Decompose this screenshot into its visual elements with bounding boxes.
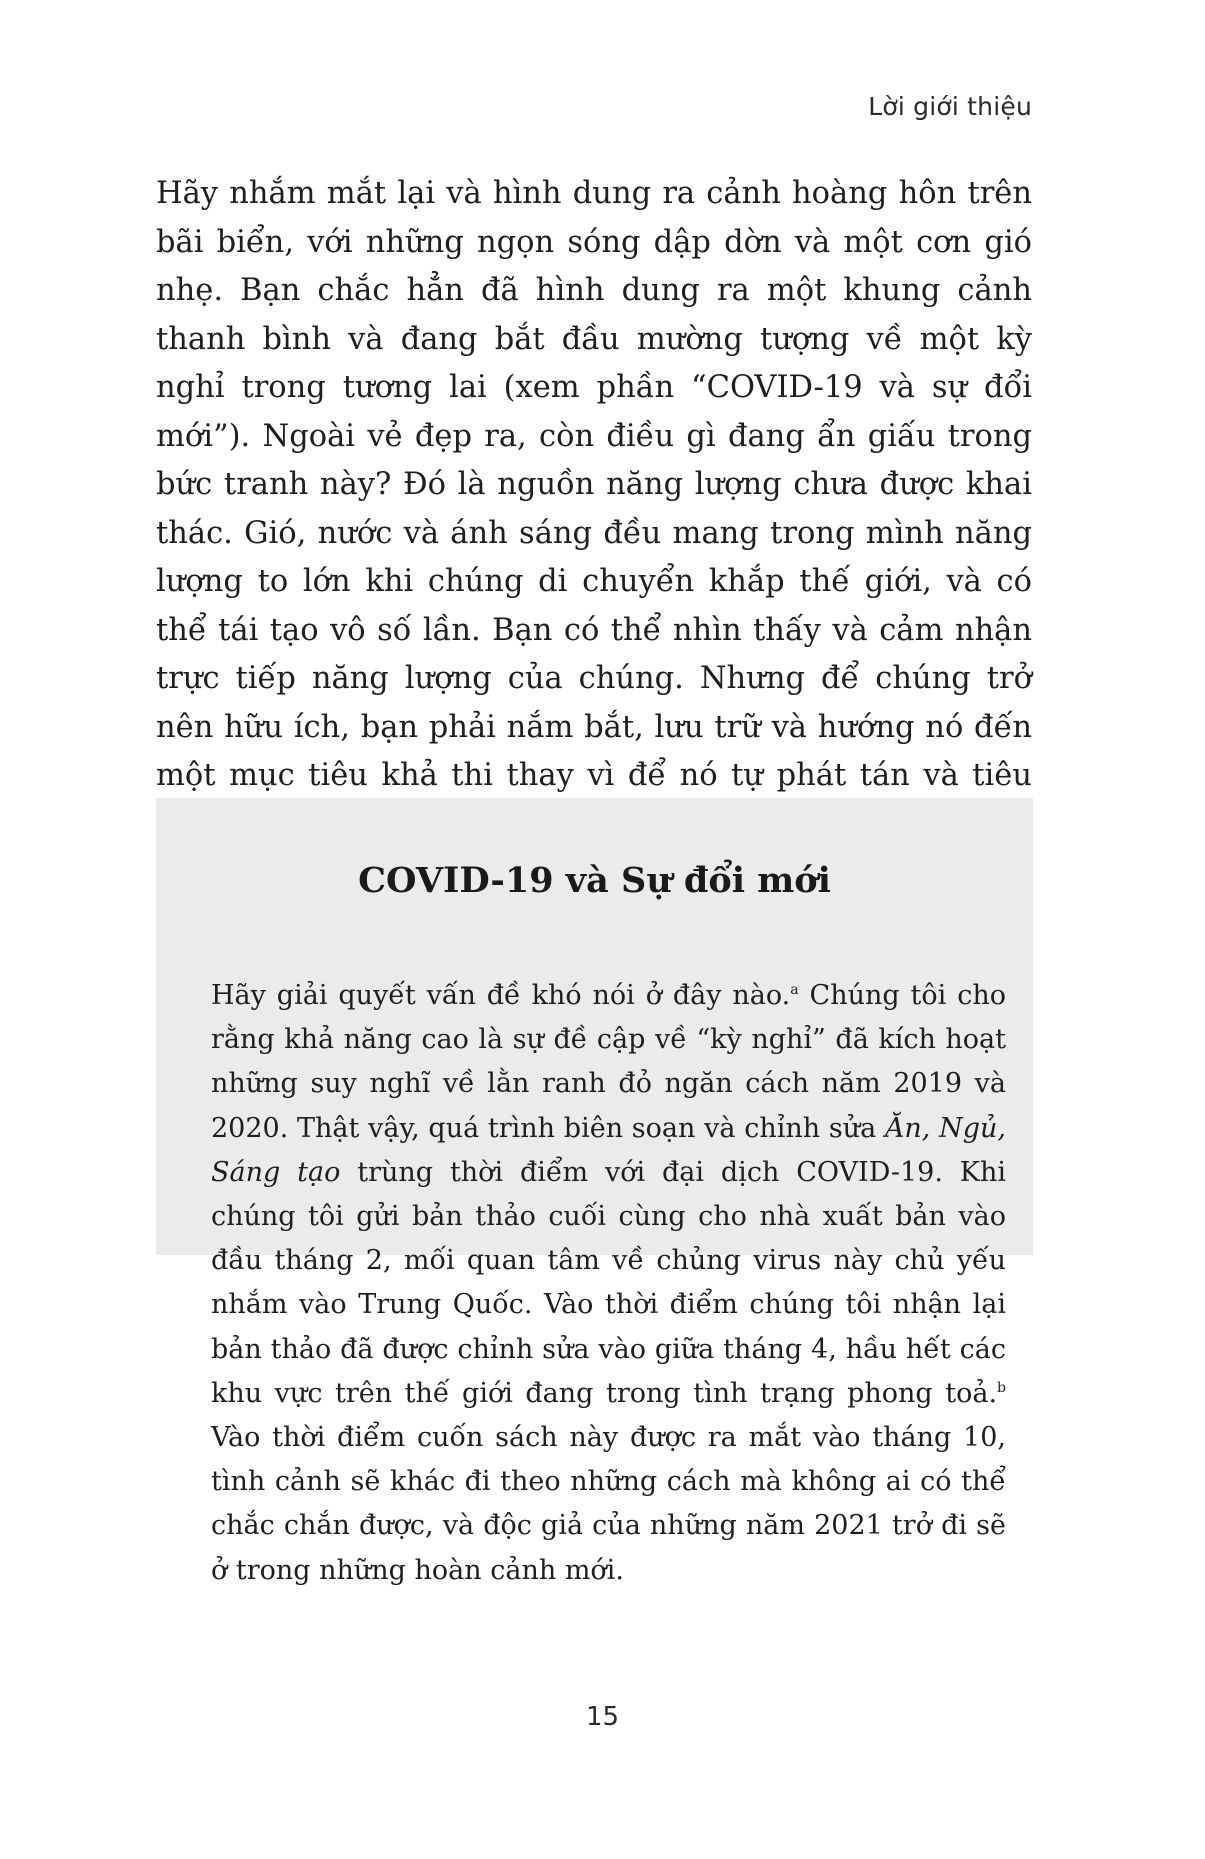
box-title: COVID-19 và Sự đổi mới (358, 860, 831, 901)
box-paragraph (211, 974, 1006, 1593)
footnote-a: a (790, 982, 799, 998)
box-text-part-1: Hãy giải quyết vấn đề khó nói ở đây nào. (211, 980, 791, 1011)
page-number: 15 (585, 1702, 620, 1732)
box-text-part-2: Chúng tôi cho rằng khả năng cao là sự đề cập về “kỳ nghỉ” đã kích hoạt những suy nghĩ về lằn ranh đỏ ngăn cách năm 2019 và 2020. Thật vậy, quá trình biên soạn và chỉnh sửa (211, 980, 1006, 1144)
box-text-part-3: trùng thời điểm với đại dịch COVID-19. Khi chúng tôi gửi bản thảo cuối cùng cho nhà xuất bản vào đầu tháng 2, mối quan tâm về chủng virus này chủ yếu nhắm vào Trung Quốc. Vào thời điểm chúng tôi nhận lại bản thảo đã được chỉnh sửa vào giữa tháng 4, hầu hết các khu vực trên thế giới đang trong tình trạng phong toả. (211, 1156, 1006, 1409)
intro-paragraph: Hãy nhắm mắt lại và hình dung ra cảnh hoàng hôn trên bãi biển, với những ngọn sóng dập dờn và một cơn gió nhẹ. Bạn chắc hẳn đã hình dung ra một khung cảnh thanh bình và đang bắt đầu mường tượng về một kỳ nghỉ trong tương lai (xem phần “COVID-19 và sự đổi mới”). Ngoài vẻ đẹp ra, còn điều gì đang ẩn giấu trong bức tranh này? Đó là nguồn năng lượng chưa được khai thác. Gió, nước và ánh sáng đều mang trong mình năng lượng to lớn khi chúng di chuyển khắp thế giới, và có thể tái tạo vô số lần. Bạn có thể nhìn thấy và cảm nhận trực tiếp năng lượng của chúng. Nhưng để chúng trở nên hữu ích, bạn phải nắm bắt, lưu trữ và hướng nó đến một mục tiêu khả thi thay vì để nó tự phát tán và tiêu (156, 176, 1032, 793)
sidebar-box (156, 798, 1033, 1586)
box-text-part-4: Vào thời điểm cuốn sách này được ra mắt vào tháng 10, tình cảnh sẽ khác đi theo những cách mà không ai có thể chắc chắn được, và độc giả của những năm 2021 trở đi sẽ ở trong những hoàn cảnh mới. (211, 1422, 1006, 1586)
book-title: Ăn, Ngủ, Sáng tạo (211, 1112, 1006, 1188)
footnote-b: b (997, 1379, 1006, 1396)
running-header: Lời giới thiệu (868, 92, 1032, 121)
